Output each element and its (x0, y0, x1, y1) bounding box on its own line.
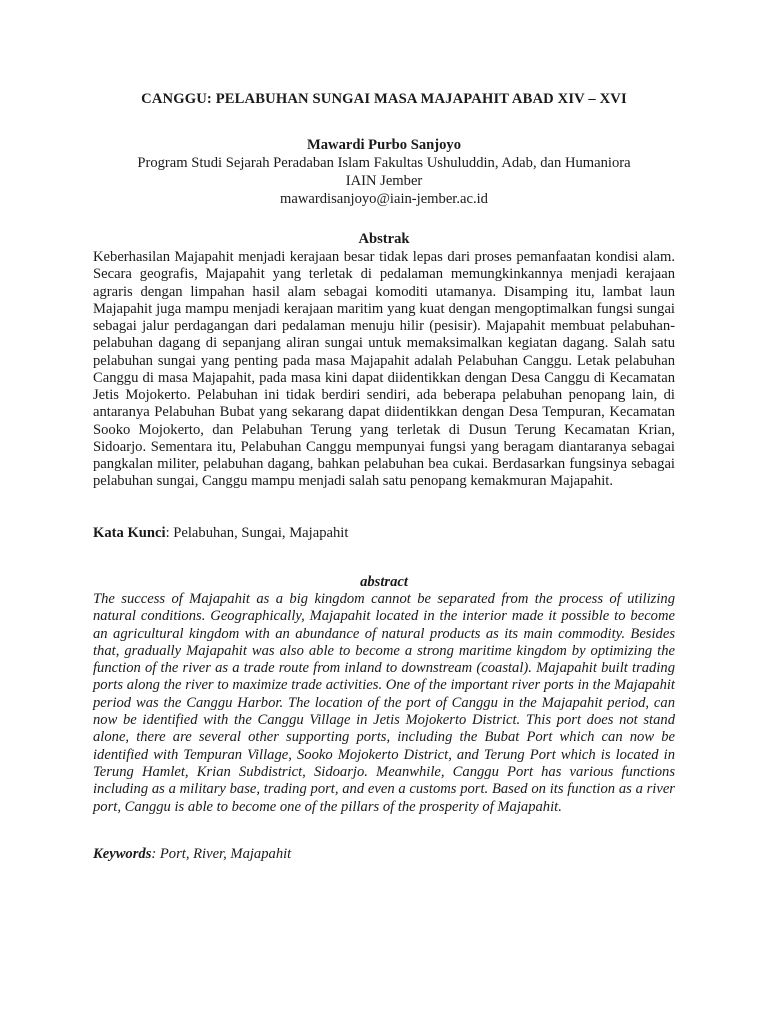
keywords-separator: : (151, 846, 160, 862)
kata-kunci-value: Pelabuhan, Sungai, Majapahit (173, 525, 349, 541)
kata-kunci (93, 524, 675, 542)
paper-title: CANGGU: PELABUHAN SUNGAI MASA MAJAPAHIT ABAD XIV – XVI (141, 91, 627, 107)
keywords (93, 845, 675, 863)
abstract-body: The success of Majapahit as a big kingdom cannot be separated from the process of utilizing natural conditions. Geographically, Majapahit located in the interior made it possible to become an agricultural kingdom with an abundance of natural products as its main commodity. Besides that, gradually Majapahit was also able to become a strong maritime kingdom by optimizing the function of the river as a trade route from inland to downstream (coastal). Majapahit built trading ports along the river to maximize trade activities. One of the important river ports in the Majapahit period was the Canggu Harbor. The location of the port of Canggu in the Majapahit period, can now be identified with the Canggu Village in Jetis Mojokerto District. This port does not stand alone, there are several other supporting ports, including the Bubat Port which can now be identified with Tempuran Village, Sooko Mojokerto District, and Terung Port which is located in Terung Hamlet, Krian Subdistrict, Sidoarjo. Meanwhile, Canggu Port has various functions including as a military base, trading port, and even a customs port. Based on its function as a river port, Canggu is able to become one of the pillars of the prosperity of Majapahit. (93, 591, 675, 815)
abstrak-heading: Abstrak (358, 231, 410, 247)
author-institution: IAIN Jember (345, 173, 423, 189)
abstrak-body: Keberhasilan Majapahit menjadi kerajaan besar tidak lepas dari proses pemanfaatan kondisi alam. Secara geografis, Majapahit yang terletak di pedalaman memungkinkannya menjadi kerajaan agraris dengan limpahan hasil alam sebagai komoditi utamanya. Disamping itu, lambat laun Majapahit juga mampu menjadi kerajaan maritim yang kuat dengan mengoptimalkan fungsi sungai sebagai jalur perdagangan dari pedalaman menuju hilir (pesisir). Majapahit membuat pelabuhan-pelabuhan dagang di sepanjang aliran sungai untuk memaksimalkan kegiatan dagang. Salah satu pelabuhan sungai yang penting pada masa Majapahit adalah Pelabuhan Canggu. Letak pelabuhan Canggu di masa Majapahit, pada masa kini dapat diidentikkan dengan Desa Canggu di Kecamatan Jetis Mojokerto. Pelabuhan ini tidak berdiri sendiri, ada beberapa pelabuhan penopang lain, di antaranya Pelabuhan Bubat yang sekarang dapat diidentikkan dengan Desa Tempuran, Kecamatan Sooko Mojokerto, dan Pelabuhan Terung yang terletak di Dusun Terung Kecamatan Krian, Sidoarjo. Sementara itu, Pelabuhan Canggu mempunyai fungsi yang beragam diantaranya sebagai pangkalan militer, pelabuhan dagang, bahkan pelabuhan bea cukai. Berdasarkan fungsinya sebagai pelabuhan sungai, Canggu mampu menjadi salah satu penopang kemakmuran Majapahit. (93, 249, 675, 490)
author-name: Mawardi Purbo Sanjoyo (306, 137, 462, 153)
author-block (73, 136, 695, 208)
abstract-heading: abstract (360, 574, 408, 590)
kata-kunci-label: Kata Kunci (93, 525, 166, 541)
keywords-value: Port, River, Majapahit (159, 846, 292, 862)
keywords-label: Keywords (93, 846, 152, 862)
author-affiliation: Program Studi Sejarah Peradaban Islam Fakultas Ushuluddin, Adab, dan Humaniora (137, 155, 631, 171)
kata-kunci-separator: : (165, 525, 174, 541)
author-email: mawardisanjoyo@iain-jember.ac.id (280, 191, 488, 207)
